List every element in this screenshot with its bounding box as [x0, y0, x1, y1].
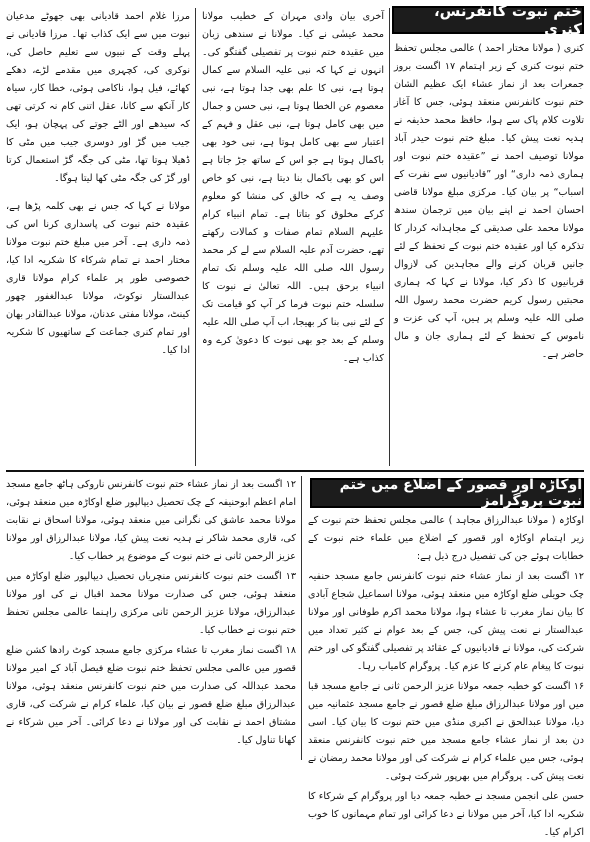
article1-col3-p2: مولانا نے کہا کہ جس نے بھی کلمہ پڑھا ہے، عقیدہ ختم نبوت کی پاسداری کرنا اس کی ذمہ داری ہے۔ آخر میں مبلغ ختم نبوت مولانا مختار احمد نے تمام شرکاء کا شکریہ ادا کیا، خصوصی طور پر علماء کرام مولانا قاری عبدالستار نوکوٹ، مولانا عبدالغفور چھور کینٹ، مولانا مفتی عدنان، مولانا عبدالقادر بھان اور تمام کنری جماعت کے ساتھیوں کا شکریہ ادا کیا۔ [6, 201, 190, 356]
section-separator [6, 470, 584, 472]
article1-column-2 [202, 8, 384, 464]
article1-col1-p1: کنری ( مولانا مختار احمد ) عالمی مجلس تحفظ ختم نبوت کنری کے زیر اہتمام ۱۷ اگست بروز جمعرات بعد از نماز عشاء ایک عظیم الشان ختم نبوت کانفرنس منعقد ہوئی، جس کا آغاز تلاوت کلام پاک سے ہوا، حافظ محمد حذیفہ نے ہدیہ نعت پیش کیا۔ مبلغ ختم نبوت حیدر آباد مولانا توصیف احمد نے ”عقیدہ ختم نبوت اور ہماری ذمہ داری“ اور ”قادیانیوں سے نفرت کے اسباب“ پر بیان کیا۔ مرکزی مبلغ مولانا قاضی احسان احمد نے اپنے بیان میں ترجمان سندھ مولانا محمد علی صدیقی کے مجاہدانہ کردار کا تذکرہ کیا اور عقیدہ ختم نبوت کے تحفظ کے لئے جانیں قربان کرنے والے مجاہدین کی لازوال قربانیوں کا ذکر کیا، مولانا نے کہا کہ ہماری محبتیں رسول کریم حضرت محمد رسول اللہ صلی اللہ علیہ وسلم پر ہیں، آپ کی عزت و ناموس کے تحفظ کے لئے ہماری جان و مال حاضر ہے۔ [394, 43, 584, 360]
article2-right-p2: ۱۳ اگست ختم نبوت کانفرنس منچریاں تحصیل دیپالپور ضلع اوکاڑہ میں منعقد ہوئی، جس کی صدارت مولانا محمد اقبال نے کی اور مولانا عبدالرزاق، مولانا عزیز الرحمن ثانی مرکزی راہنما عالمی مجلس تحفظ ختم نبوت نے خطاب کیا۔ [6, 571, 296, 636]
article2-closing: حسن علی انجمن مسجد نے خطبہ جمعہ دیا اور پروگرام کے شرکاء کا شکریہ ادا کیا، آخر میں مولانا نے دعا کرائی اور تمام مہمانوں کا خوب اکرام کیا۔ [308, 791, 584, 838]
article1-column-1 [394, 40, 584, 464]
article2-intro: اوکاڑہ ( مولانا عبدالرزاق مجاہد ) عالمی مجلس تحفظ ختم نبوت کے زیر اہتمام اوکاڑہ اور قصور کے اضلاع میں علماء ختم نبوت کے خطابات ہوئے جن کی تفصیل درج ذیل ہے: [308, 515, 584, 562]
article1-col3-p1: مرزا غلام احمد قادیانی بھی جھوٹے مدعیان نبوت میں سے ایک کذاب تھا۔ مرزا قادیانی نے پہلے وقت کے نبیوں سے تعلیم حاصل کی، نوکری کی، کچہری میں مقدمے لڑے، دھکے کھائے، فیل ہوا، ناکامی ہوئی، خطا کار، سیاہ کار آنکھ سے کانا، عقل اتنی کام نہ کرتی تھی کہ سیدھے اور الٹے جوتے کی پہچان ہو، ایک جیب میں گڑ اور دوسری جیب میں مٹی کا ڈھیلا ہوتا تھا، مٹی کی جگہ گڑ استعمال کرتا اور گڑ کی جگہ مٹی کھا لیتا ہوگا۔ [6, 11, 190, 184]
article2-paragraph-2: ۱۶ اگست کو خطبہ جمعہ مولانا عزیز الرحمن ثانی نے جامع مسجد قبا میں اور مولانا عبدالرزاق مبلغ ضلع قصور نے جامع مسجد عثمانیہ میں دیا، مولانا عبدالحق نے اکبری منڈی میں ختم نبوت کا بیان کیا۔ اسی دن بعد از نماز عشاء جامع مسجد میں ختم نبوت کانفرنس منعقد ہوئی، جس میں علماء کرام نے شرکت کی اور مولانا محمد رمضان نے نعت پیش کی۔ پروگرام میں بھرپور شرکت ہوئی۔ [308, 681, 584, 782]
article1-divider-1 [389, 8, 390, 466]
article2-headline [310, 478, 584, 508]
article2-right-p3: ۱۸ اگست نماز مغرب تا عشاء مرکزی جامع مسجد کوٹ رادھا کشن ضلع قصور میں عالمی مجلس تحفظ ختم نبوت ضلع فیصل آباد کے امیر مولانا محمد عبداللہ کی صدارت میں ختم نبوت کانفرنس منعقد ہوئی، مولانا عبدالرزاق مبلغ ضلع قصور نے بیان کیا، علماء کرام نے شرکت کی، قاری مشتاق احمد نے نقابت کی اور مولانا نے دعا کرائی۔ آخر میں شرکاء نے کھانا تناول کیا۔ [6, 645, 296, 746]
article2-left-body [308, 512, 584, 838]
article2-divider [301, 476, 302, 760]
article2-headline-text: اوکاڑہ اور قصور کے اضلاع میں ختم نبوت پروگرامز [339, 477, 582, 509]
article1-col2-p1: آخری بیان وادی مہران کے خطیب مولانا محمد عیسٰی نے کیا۔ مولانا نے سندھی زبان میں عقیدہ ختم نبوت پر تفصیلی گفتگو کی۔ انہوں نے کہا کہ نبی علیہ السلام سے کمال ہوتا ہے، نبی کا علم بھی جدا ہوتا ہے، نبی معصوم عن الخطا ہوتا ہے، نبی حسن و جمال میں بھی کامل ہوتا ہے، نبی عقل و فہم کے اعتبار سے بھی کامل ہوتا ہے، نبی خود بھی باکمال ہوتا ہے جو اس کے ساتھ جڑ جاتا ہے اس کو بھی باکمال بنا دیتا ہے، نبی کو خاص وصف یہ ہے کہ خالق کی منشا کو معلوم کرکے مخلوق کو بتاتا ہے۔ تمام انبیاء کرام علیہم السلام تمام صفات و کمالات رکھتے تھے، حضرت آدم علیہ السلام سے لے کر محمد رسول اللہ صلی اللہ علیہ وسلم تک تمام انبیاء برحق ہیں۔ اللہ تعالیٰ نے نبوت کا سلسلہ ختم نبوت فرما کر آپ کو قیامت تک کے لئے نبی بنا کر بھیجا، اب آپ صلی اللہ علیہ وسلم کے بعد جو بھی نبوت کا دعویٰ کرے وہ کذاب ہے۔ [202, 11, 384, 364]
article1-column-3 [6, 8, 190, 464]
article2-paragraph-1: ۱۲ اگست بعد از نماز عشاء ختم نبوت کانفرنس جامع مسجد حنفیہ چک حویلی ضلع اوکاڑہ میں منعقد ہوئی، مولانا اسماعیل شجاع آبادی کا بیان نماز مغرب تا عشاء ہوا، مولانا محمد اکرم طوفانی اور مولانا عبدالستار نے نعت پیش کی، جس کے بعد عوام نے کثیر تعداد میں شرکت کی، مولانا نے قادیانیوں کے عقائد پر تفصیلی گفتگو کی اور ختم نبوت کا پیغام عام کرنے کا عزم کیا۔ پروگرام کامیاب رہا۔ [308, 571, 584, 672]
article2-right-p1: ۱۲ اگست بعد از نماز عشاء ختم نبوت کانفرنس ناروکی ہاٹھ جامع مسجد امام اعظم ابوحنیفہ کے چک تحصیل دیپالپور ضلع اوکاڑہ میں منعقد ہوئی، مولانا محمد عاشق کی نگرانی میں منعقد ہوئی، مولانا اسحاق نے نقابت کی، قاری محمد شاکر نے ہدیہ نعت پیش کیا، مولانا عبدالرزاق اور مولانا عزیز الرحمن ثانی نے ختم نبوت کے موضوع پر خطاب کیا۔ [6, 479, 296, 562]
article1-headline [392, 2, 584, 38]
article2-right-body [6, 476, 296, 760]
article1-headline-text: ختم نبوت کانفرنس، کنری [433, 2, 582, 38]
article1-divider-2 [195, 8, 196, 466]
